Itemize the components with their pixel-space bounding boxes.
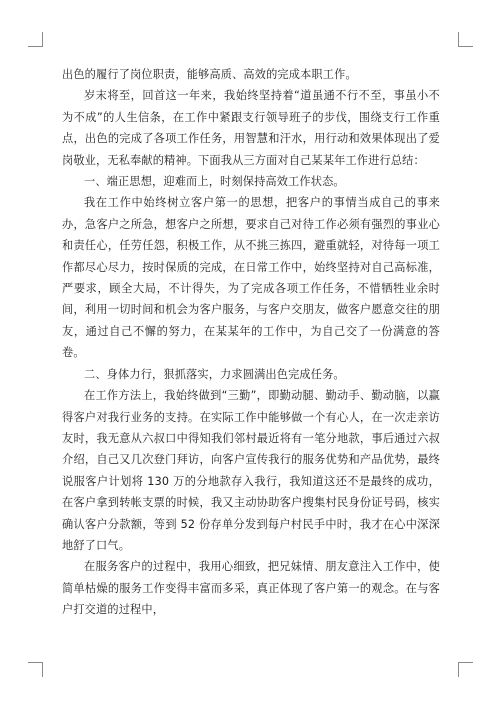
paragraph-section-1: 我在工作中始终树立客户第一的思想，把客户的事情当成自己的事来办，急客户之所急，想客户之所想，要求自己对待工作必须有强烈的事业心和责任心，任劳任怨，积极工作，从不挑三拣四，避重就轻，对待每一项工作都尽心尽力，按时保质的完成，在日常工作中，始终坚持对自己高标准，严要求，顾全大局，不计得失，为了完成各项工作任务，不惜牺牲业余时间，利用一切时间和机会为客户服务，与客户交朋友，做客户愿意交往的朋友，通过自己不懈的努力，在某某年的工作中，为自己交了一份满意的答卷。 (62, 196, 440, 360)
section-heading-2: 二、身体力行，狠抓落实，力求圆满出色完成任务。 (84, 367, 345, 381)
paragraph-continuation: 出色的履行了岗位职责，能够高质、高效的完成本职工作。 (62, 68, 357, 81)
paragraph-section-2: 在工作方法上，我始终做到“三勤”，即勤动腿、勤动手、勤动脑，以赢得客户对我行业务的支持。在实际工作中能够做一个有心人，在一次走亲访友时，我无意从六叔口中得知我们邻村最近将有一笔分地款，事后通过六叔介绍，自己又几次登门拜访，向客户宣传我行的服务优势和产品优势，最终说服客户计划将 130 万的分地款存入我行，我知道这还不是最终的成功，在客户拿到转帐支票的时候，我又主动协助客户搜集村民身份证号码，核实确认客户分款额，等到 52 份存单分发到每户村民手中时，我才在心中深深地舒了口气。 (62, 389, 440, 552)
document-body (62, 64, 440, 621)
crop-mark-bottom-right (458, 662, 473, 677)
paragraph-intro: 岁末将至，回首这一年来，我始终坚持着“道虽通不行不至，事虽小不为不成”的人生信条，在工作中紧跟支行领导班子的步伐，围绕支行工作重点，出色的完成了各项工作任务，用智慧和汗水，用行动和效果体现出了爱岗敬业，无私奉献的精神。下面我从三方面对自己某某年工作进行总结： (62, 89, 440, 167)
crop-mark-bottom-left (28, 662, 43, 677)
crop-mark-top-left (28, 32, 43, 47)
crop-mark-top-right (458, 32, 473, 47)
paragraph-service: 在服务客户的过程中，我用心细致，把兄妹情、朋友意注入工作中，使简单枯燥的服务工作变得丰富而多采，真正体现了客户第一的观念。在与客户打交道的过程中， (62, 560, 440, 617)
section-heading-1: 一、端正思想，迎难而上，时刻保持高效工作状态。 (84, 175, 345, 189)
